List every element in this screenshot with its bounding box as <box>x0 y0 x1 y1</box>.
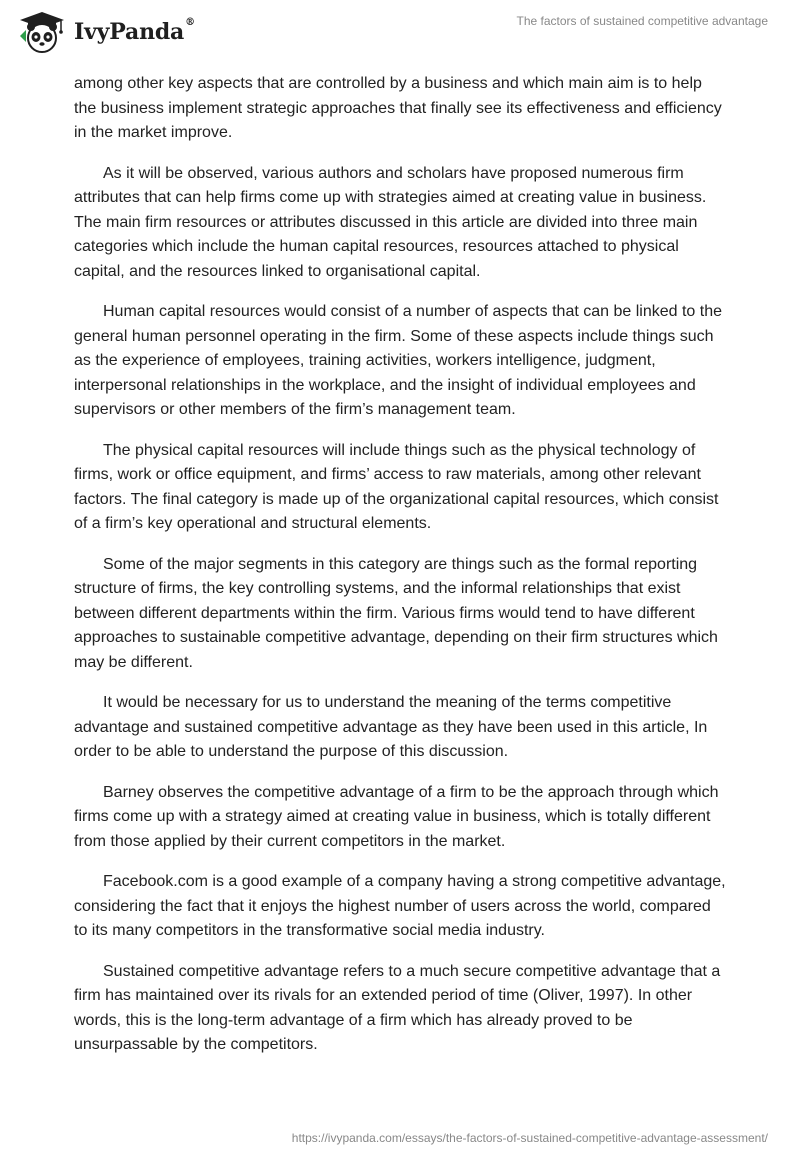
document-title: The factors of sustained competitive advantage <box>516 14 768 28</box>
paragraph: among other key aspects that are controlled by a business and which main aim is to help the business implement strategic approaches that finally see its effectiveness and efficiency in the market improve. <box>74 75 722 141</box>
paragraph: Facebook.com is a good example of a company having a strong competitive advantage, considering the fact that it enjoys the highest number of users across the world, compared to its many competitors in the transformative social media industry. <box>74 873 726 939</box>
paragraph: Barney observes the competitive advantage of a firm to be the approach through which firms come up with a strategy aimed at creating value in business, which is totally different from those applied by their current competitors in the market. <box>74 783 719 850</box>
paragraph: Some of the major segments in this category are things such as the formal reporting structure of firms, the key controlling systems, and the informal relationships that exist between different departments within the firm. Various firms would tend to have different approaches to sustainable competitive advantage, depending on their firm structures which may be different. <box>74 555 718 671</box>
paragraph: It would be necessary for us to understand the meaning of the terms competitive advantage and sustained competitive advantage as they have been used in this article, In order to be able to understand the purpose of this discussion. <box>74 694 708 760</box>
source-url[interactable]: https://ivypanda.com/essays/the-factors-of-sustained-competitive-advantage-assessment/ <box>291 1131 768 1145</box>
panda-graduate-icon <box>16 10 68 54</box>
page-header <box>0 0 800 62</box>
paragraph: The physical capital resources will include things such as the physical technology of firms, work or office equipment, and firms’ access to raw materials, among other relevant factors. The final category is made up of the organizational capital resources, which consist of a firm’s key operational and structural elements. <box>74 441 719 532</box>
brand-logo[interactable] <box>16 10 195 54</box>
paragraph: As it will be observed, various authors and scholars have proposed numerous firm attributes that can help firms come up with strategies aimed at creating value in business. The main firm resources or attributes discussed in this article are divided into three main categories which include the human capital resources, resources attached to physical capital, and the resources linked to organisational capital. <box>74 164 707 280</box>
paragraph: Sustained competitive advantage refers to a much secure competitive advantage that a firm has maintained over its rivals for an extended period of time (Oliver, 1997). In other words, this is the long-term advantage of a firm which has already proved to be unsurpassable by the competitors. <box>74 962 721 1053</box>
paragraph: Human capital resources would consist of a number of aspects that can be linked to the general human personnel operating in the firm. Some of these aspects include things such as the experience of employees, training activities, workers intelligence, judgment, interpersonal relationships in the workplace, and the insight of individual employees and supervisors or other members of the firm’s management team. <box>74 303 723 418</box>
essay-body <box>74 72 726 1074</box>
brand-name: IvyPanda® <box>74 17 195 45</box>
